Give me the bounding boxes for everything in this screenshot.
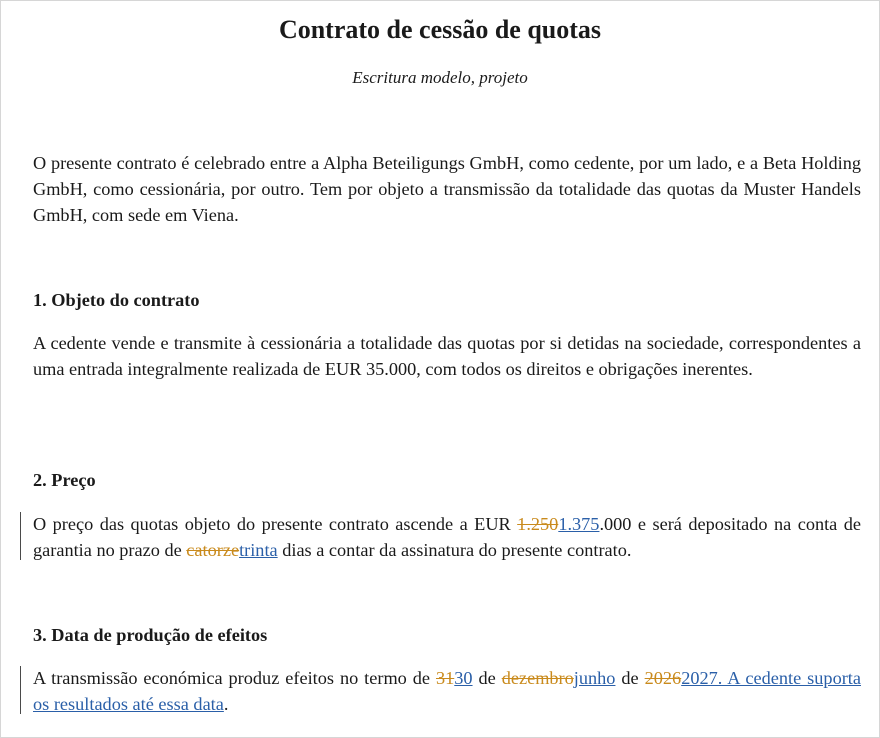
section-2-heading: 2. Preço [33, 470, 96, 490]
text-run: de [472, 668, 502, 688]
inserted-text: 2027. A cedente suporta os resultados até essa data [33, 668, 861, 714]
deleted-text: 31 [435, 668, 455, 688]
deleted-text: dezembro [501, 668, 574, 688]
section-1-text: A cedente vende e transmite à cessionária a totalidade das quotas por si detidas na sociedade, correspondentes a uma entrada integralmente realizada de EUR 35.000, com todos os direitos e obrigações inerentes. [33, 333, 861, 379]
document-subtitle: Escritura modelo, projeto [352, 68, 528, 87]
deleted-text: catorze [186, 540, 240, 560]
intro-paragraph: O presente contrato é celebrado entre a Alpha Beteiligungs GmbH, como cedente, por um lado, e a Beta Holding GmbH, como cessionária, por outro. Tem por objeto a transmissão da totalidade das quotas da Muster Handels GmbH, com sede em Viena. [33, 153, 861, 225]
inserted-text: 30 [454, 668, 473, 688]
section-1-heading: 1. Objeto do contrato [33, 290, 200, 310]
text-run: .000 e será depositado na conta de garantia no prazo de [33, 514, 861, 560]
text-run: de [615, 668, 645, 688]
text-run: O preço das quotas objeto do presente contrato ascende a EUR [33, 514, 518, 534]
section-2-text [33, 511, 861, 563]
text-run: dias a contar da assinatura do presente contrato. [277, 540, 632, 560]
inserted-text: junho [573, 668, 616, 688]
change-bar-section-2 [20, 512, 21, 560]
change-bar-section-3 [20, 666, 21, 714]
deleted-text: 1.250 [517, 514, 559, 534]
document-title: Contrato de cessão de quotas [278, 15, 602, 44]
inserted-text: 1.375 [558, 514, 600, 534]
section-3-text [33, 665, 861, 717]
text-run: . [223, 694, 229, 714]
deleted-text: 2026 [644, 668, 682, 688]
text-run: A transmissão económica produz efeitos no termo de [33, 668, 436, 688]
inserted-text: trinta [239, 540, 278, 560]
section-3-heading: 3. Data de produção de efeitos [33, 625, 268, 645]
